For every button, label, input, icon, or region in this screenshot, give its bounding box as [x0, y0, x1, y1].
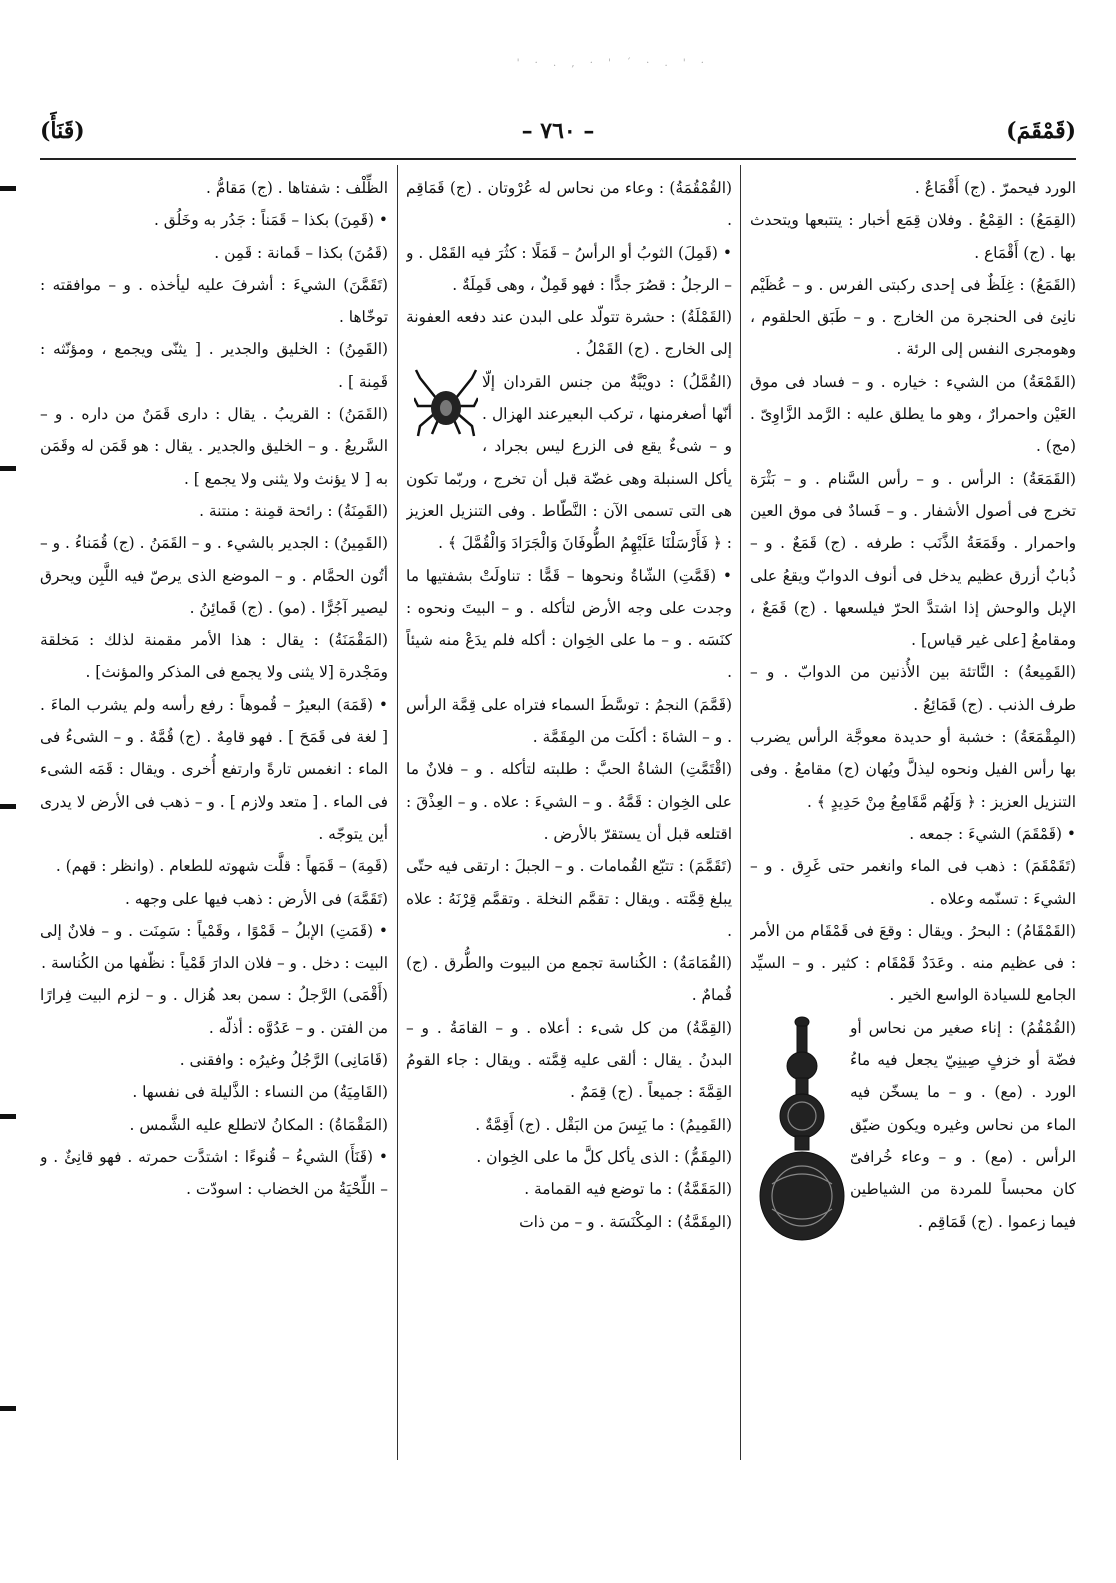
entry: الظِّلْف : شفتاها . (ج) مَقامُّ .: [206, 179, 388, 197]
entry: (المَقْمَنَةُ) : يقال : هذا الأمر مقمنة لذلك : مَخلقة ومَجْدرة [لا يثنى ولا يجمع فى المذكر والمؤنث] .: [40, 631, 388, 682]
entry: • (قَمَهَ) البعيرُ – قُموهاً : رفع رأسه ولم يشرب الماءَ . [ لغة فى قَمَحَ ] . فهو قامِهٌ . (ج) قُمَّهٌ . و – الشىءُ فى الماء : انغمس تارةً وارتفع أُخرى . ويقال : قَمَه الشىء فى الماء . [ متعد ولازم ] . و – ذهب فى الأرض لا يدرى أين يتوجّه .: [40, 695, 388, 843]
entry: • (قَمِلَ) الثوبُ أو الرأسُ – قَمَلًا : كثُرَ فيه القَمْل . و – الرجلُ : قصُرَ جدًّا : فهو قَمِلٌ ، وهى قَمِلَةٌ .: [406, 243, 732, 294]
entry: • (قَنَأَ) الشيءُ – قُنوءًا : اشتدَّت حمرته . فهو قانِئٌ . و – اللِّحْيَةُ من الخضاب : اسودّت .: [40, 1147, 388, 1199]
entry: (تَقَمَّنَ) الشيءَ : أشرفَ عليه ليأخذه . و – موافقته : توخّاها .: [40, 275, 388, 327]
entry: (القَمَنُ) : القريبُ . يقال : دارى قَمَنٌ من داره . و – السَّريعُ . و – الخليق والجدير . يقال : هو قَمَن له وقَمَن به [ لا يؤنث ولا يثنى ولا يجمع ] .: [40, 405, 388, 488]
page-number: – ٧٦٠ –: [521, 118, 595, 144]
entry: (المَقْمَاةُ) : المكانُ لاتطلع عليه الشَّمس .: [129, 1115, 388, 1134]
scan-noise: · ' . · ´ ' · , . · ': [516, 58, 710, 69]
entry: (القِمَعُ) : القِمْعُ . وفلان قِمَع أخبار : يتتبعها ويتحدث بها . (ج) أَقْمَاع .: [750, 211, 1076, 262]
entry: (القُمَّلُ) : دويْبَّةٌ من جنس القردان إلّا أنّها أصغرمنها ، تركب البعيرعند الهزال . و – شىءٌ يقع فى الزرع ليس بجراد ، يأكل السنبلة وهى غضّة قبل أن تخرج ، وربّما تكون هى التى تسمى الآن : النَّطّاط . وفى التنزيل العزيز : ﴿ فَأَرْسَلْنَا عَلَيْهِمُ الطُّوفَانَ وَالْجَرَادَ وَالْقُمَّلَ ﴾ .: [406, 372, 732, 553]
entry: • (قَمَتِ) الإبلُ – قَمْوًا ، وقَمْياً : سَمِنَت . و – فلانٌ إلى البيت : دخل . و – فلان الدارَ قَمْياً : نظّفها من الكُناسة .: [40, 921, 388, 973]
entry: (القَمَعَةُ) : الرأس . و – رأس السَّنام . و – بَثْرَة تخرج فى أصول الأشفار . و – فَسادٌ فى موق العين واحمرار . وقَمَعَةُ الذَّنَب : طرفه . (ج) قَمَعٌ . و – ذُبابٌ أزرق عظيم يدخل فى أنوف الدوابّ ويقعُ على الإبل والوحش إذا اشتدَّ الحرّ فيلسعها . (ج) قَمَعٌ ، ومقامعُ [على غير قياس] .: [750, 469, 1076, 650]
column-middle: [406, 172, 732, 1442]
entry: (القَمْقَامُ) : البحرُ . ويقال : وقعَ فى قَمْقَام من الأمر : فى عظيم منه . وعَدَدٌ قَمْقَام : كثير . و – السيِّد الجامع للسيادة الواسع الخير .: [750, 921, 1076, 1005]
entry: (المَقَمَّةُ) : ما توضع فيه القمامة .: [524, 1180, 732, 1199]
entry: • (قَمْقَمَ) الشيءَ : جمعه .: [909, 824, 1076, 843]
margin-mark: [0, 804, 16, 809]
entry: (تَقَمَّمَ) : تتبّع القُمامات . و – الجبلَ : ارتقى فيه حتّى يبلغ قِمَّته . ويقال : تقمَّم النخلة . وتقمَّم قِرْنَهُ : علاه .: [406, 857, 732, 940]
entry: (القَامِيَةُ) من النساء : الذَّليلة فى نفسها .: [132, 1083, 388, 1102]
running-head-first: (قَمْقَمَ): [1006, 118, 1076, 144]
page-header: [40, 118, 1076, 154]
entry: (القُمْقُمُ) : إناء صغير من نحاس أو فضّة أو خزفٍ صِينِيّ يجعل فيه ماءُ الورد . (مع) . و – ما يسخّن فيه الماء من نحاس وغيره ويكون ضيّق الرأس . (مع) . و – وعاء خُرافىّ كان محبساً للمردة من الشياطين فيما زعموا . (ج) قَمَاقِم .: [850, 1018, 1076, 1231]
entry: (القَمِينُ) : الجدير بالشيء . و – القَمَنُ . (ج) قُمَناءُ . و – أتُون الحمَّام . و – الموضع الذى يرصّ فيه اللَّبِن ويحرق ليصير آجُرًّا . (مو) . (ج) قَمائِنُ .: [40, 534, 388, 617]
entry: (القَمْعَةُ) من الشيء : خياره . و – فساد فى موق العَيْن واحمرارٌ ، وهو ما يطلق عليه : الرَّمد الزَّاوِىّ . (مج) .: [750, 372, 1076, 456]
entry: (القَمِنَةُ) : رائحة قمِنة : منتنة .: [199, 501, 388, 520]
entry: (قَمُنَ) بكذا – قَمانة : قَمِن .: [214, 243, 388, 262]
margin-mark: [0, 1114, 16, 1119]
margin-mark: [0, 186, 16, 191]
entry: (قَامَانِى) الرَّجُلُ وغيرُه : وافقنى .: [179, 1051, 388, 1070]
entry: (القَمِيعةُ) : النَّاتئة بين الأُذنين من الدوابّ . و – طرف الذنب . (ج) قَمَائِعُ .: [750, 663, 1076, 714]
entry: • (قَمَّتِ) الشّاةُ ونحوها – قَمًّا : تناولَتْ بشفتيها ما وجدت على وجه الأرض لتأكله . و – البيتَ ونحوه : كنَسَه . و – ما على الخِوان : أكله فلم يدَعْ منه شيئاً .: [406, 566, 732, 682]
entry: (القِمَّةُ) من كل شىء : أعلاه . و – القامَةُ . و – البدنُ . يقال : ألقى عليه قِمَّته . ويقال : جاء القومُ القِمَّةَ : جميعاً . (ج) قِمَمٌ .: [406, 1018, 732, 1102]
entry: (تَقَمْقَمَ) : ذهب فى الماء وانغمر حتى غَرِق . و – الشيءَ : تسنّمه وعلاه .: [750, 857, 1076, 908]
entry: (المِقْمَعَةُ) : خشبة أو حديدة معوجَّة الرأس يضرب بها رأس الفيل ونحوه ليذلَّ ويُهان (ج) مقامعُ . وفى التنزيل العزيز : ﴿ وَلَهُم مَّقَامِعُ مِنْ حَدِيدٍ ﴾ .: [750, 728, 1076, 811]
entry: الورد فيحمرّ . (ج) أَقْمَاعٌ .: [914, 179, 1076, 197]
entry: • (قَمِنَ) بكذا – قَمَناً : جَدُر به وخَلُق .: [153, 211, 388, 230]
header-rule: [40, 158, 1076, 160]
running-head-last: (قَنَأَ): [40, 118, 85, 144]
entry: (اقْتَمَّتِ) الشاةُ الحبَّ : طلبته لتأكله . و – فلانٌ ما على الخِوان : قَمَّهُ . و – الشيءَ : علاه . و – العِذْقَ : اقتلعه قبل أن يستقرّ بالأرض .: [406, 760, 732, 843]
entry: (القَمِنُ) : الخليق والجدير . [ يثنّى ويجمع ، ومؤنّثه : قَمِنة ] .: [40, 340, 388, 391]
entry: (القُمَامَةُ) : الكُناسة تجمع من البيوت والطُّرق . (ج) قُمامٌ .: [406, 954, 732, 1005]
column-left: [40, 172, 388, 1442]
column-separator: [397, 165, 398, 1460]
entry: (أَقْمَى) الرَّجلُ : سمن بعد هُزال . و – لزم البيت فِرارًا من الفتن . و – عَدُوَّه : أذلّه .: [40, 986, 388, 1037]
entry: (القَمَعُ) : غِلَظٌ فى إحدى ركبتى الفرس . و – عُظَيْم نانِئ فى الحنجرة من الخارج . و – طَبَق الحلقوم ، وهومجرى النفس إلى الرئة .: [750, 275, 1076, 359]
entry: (تَقَمَّهَ) فى الأرض : ذهب فيها على وجهه .: [125, 889, 388, 908]
entry: (قَمَّمَ) النجمُ : توسَّطَ السماء فتراه على قِمَّة الرأس . و – الشاةَ : أكلَت من المِقَمَّة .: [406, 695, 732, 747]
tick-icon: [414, 368, 478, 449]
entry: (القُمْقُمَةُ) : وعاء من نحاس له عُرْوتان . (ج) قَمَاقِم .: [406, 179, 732, 230]
entry: (المِقَمَّةُ) : المِكْنَسَة . و – من ذات: [519, 1212, 732, 1231]
entry: (القَمْلَةُ) : حشرة تتولّد على البدن عند دفعه العفونة إلى الخارج . (ج) القَمْلُ .: [406, 308, 732, 359]
entry: (قَمِهَ) – قَمَهاً : قلَّت شهوته للطعام . (وانظر : قهم) .: [55, 857, 388, 876]
margin-mark: [0, 466, 16, 471]
entry: (المِقَمُّ) : الذى يأكل كلَّ ما على الخِوان .: [476, 1147, 732, 1166]
qumqum-vessel-icon: [758, 1014, 846, 1255]
entry: (القَمِيمُ) : ما يَبِسَ من البَقْل . (ج) أَقِمَّةٌ .: [475, 1115, 732, 1134]
column-separator: [740, 165, 741, 1460]
column-right: [750, 172, 1076, 1442]
margin-mark: [0, 1406, 16, 1411]
